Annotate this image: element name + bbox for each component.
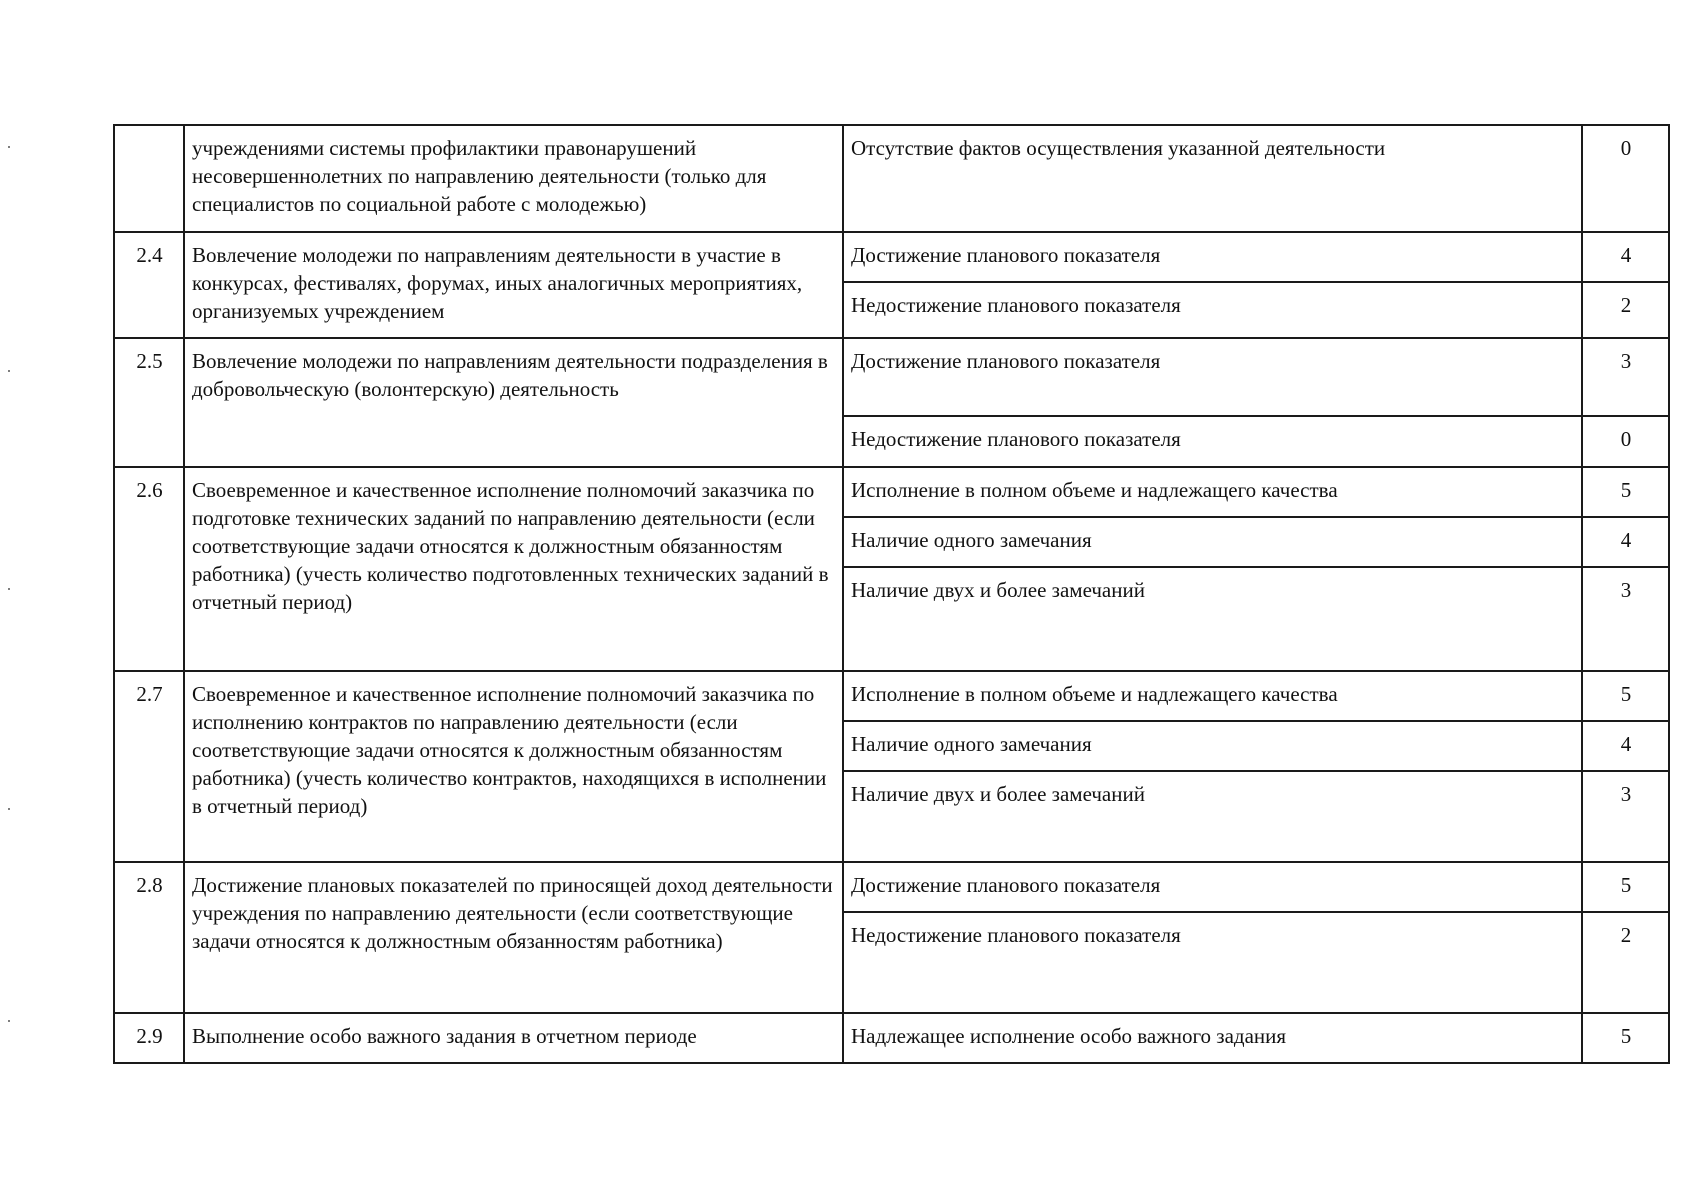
indicator-name: Своевременное и качественное исполнение полномочий заказчика по подготовке технических заданий по направлению деятельности (если соответствующие задачи относятся к должностным обязанностям работника) (учесть количество подготовленных технических заданий в отчетный период) xyxy=(184,467,843,671)
condition-cell: Достижение планового показателя xyxy=(843,232,1582,282)
condition-cell: Исполнение в полном объеме и надлежащего качества xyxy=(843,671,1582,721)
scan-speck xyxy=(8,146,10,148)
row-number: 2.8 xyxy=(114,862,184,1013)
score-cell: 5 xyxy=(1582,862,1669,912)
score-cell: 3 xyxy=(1582,567,1669,671)
condition-cell: Надлежащее исполнение особо важного задания xyxy=(843,1013,1582,1063)
scan-speck xyxy=(8,1020,10,1022)
scan-speck xyxy=(8,808,10,810)
condition-cell: Недостижение планового показателя xyxy=(843,282,1582,338)
indicator-name: Достижение плановых показателей по приносящей доход деятельности учреждения по направлению деятельности (если соответствующие задачи относятся к должностным обязанностям работника) xyxy=(184,862,843,1013)
indicator-name: Вовлечение молодежи по направлениям деятельности подразделения в добровольческую (волонтерскую) деятельность xyxy=(184,338,843,467)
table-row xyxy=(114,1013,1669,1063)
score-cell: 5 xyxy=(1582,1013,1669,1063)
row-number xyxy=(114,125,184,232)
condition-cell: Наличие двух и более замечаний xyxy=(843,771,1582,862)
condition-cell: Достижение планового показателя xyxy=(843,862,1582,912)
indicator-name: Своевременное и качественное исполнение полномочий заказчика по исполнению контрактов по направлению деятельности (если соответствующие задачи относятся к должностным обязанностям работника) (учесть количество контрактов, находящихся в исполнении в отчетный период) xyxy=(184,671,843,862)
condition-cell: Достижение планового показателя xyxy=(843,338,1582,416)
score-cell: 3 xyxy=(1582,771,1669,862)
score-cell: 4 xyxy=(1582,232,1669,282)
row-number: 2.7 xyxy=(114,671,184,862)
table-row xyxy=(114,467,1669,517)
score-cell: 5 xyxy=(1582,671,1669,721)
condition-cell: Исполнение в полном объеме и надлежащего качества xyxy=(843,467,1582,517)
score-cell: 0 xyxy=(1582,125,1669,232)
condition-cell: Наличие двух и более замечаний xyxy=(843,567,1582,671)
condition-cell: Наличие одного замечания xyxy=(843,517,1582,567)
scan-speck xyxy=(8,588,10,590)
table-row xyxy=(114,862,1669,912)
indicator-name: Вовлечение молодежи по направлениям деятельности в участие в конкурсах, фестивалях, форумах, иных аналогичных мероприятиях, организуемых учреждением xyxy=(184,232,843,338)
row-number: 2.5 xyxy=(114,338,184,467)
table-row xyxy=(114,671,1669,721)
score-cell: 0 xyxy=(1582,416,1669,467)
score-cell: 5 xyxy=(1582,467,1669,517)
table-row xyxy=(114,338,1669,416)
scan-speck xyxy=(8,370,10,372)
row-number: 2.6 xyxy=(114,467,184,671)
indicator-name: учреждениями системы профилактики правонарушений несовершеннолетних по направлению деятельности (только для специалистов по социальной работе с молодежью) xyxy=(184,125,843,232)
score-cell: 3 xyxy=(1582,338,1669,416)
score-cell: 2 xyxy=(1582,912,1669,1013)
row-number: 2.4 xyxy=(114,232,184,338)
indicator-name: Выполнение особо важного задания в отчетном периоде xyxy=(184,1013,843,1063)
condition-cell: Недостижение планового показателя xyxy=(843,912,1582,1013)
score-cell: 2 xyxy=(1582,282,1669,338)
table-row xyxy=(114,232,1669,282)
row-number: 2.9 xyxy=(114,1013,184,1063)
score-cell: 4 xyxy=(1582,721,1669,771)
condition-cell: Наличие одного замечания xyxy=(843,721,1582,771)
table-row xyxy=(114,125,1669,232)
condition-cell: Недостижение планового показателя xyxy=(843,416,1582,467)
score-cell: 4 xyxy=(1582,517,1669,567)
criteria-table xyxy=(113,124,1670,1064)
condition-cell: Отсутствие фактов осуществления указанной деятельности xyxy=(843,125,1582,232)
